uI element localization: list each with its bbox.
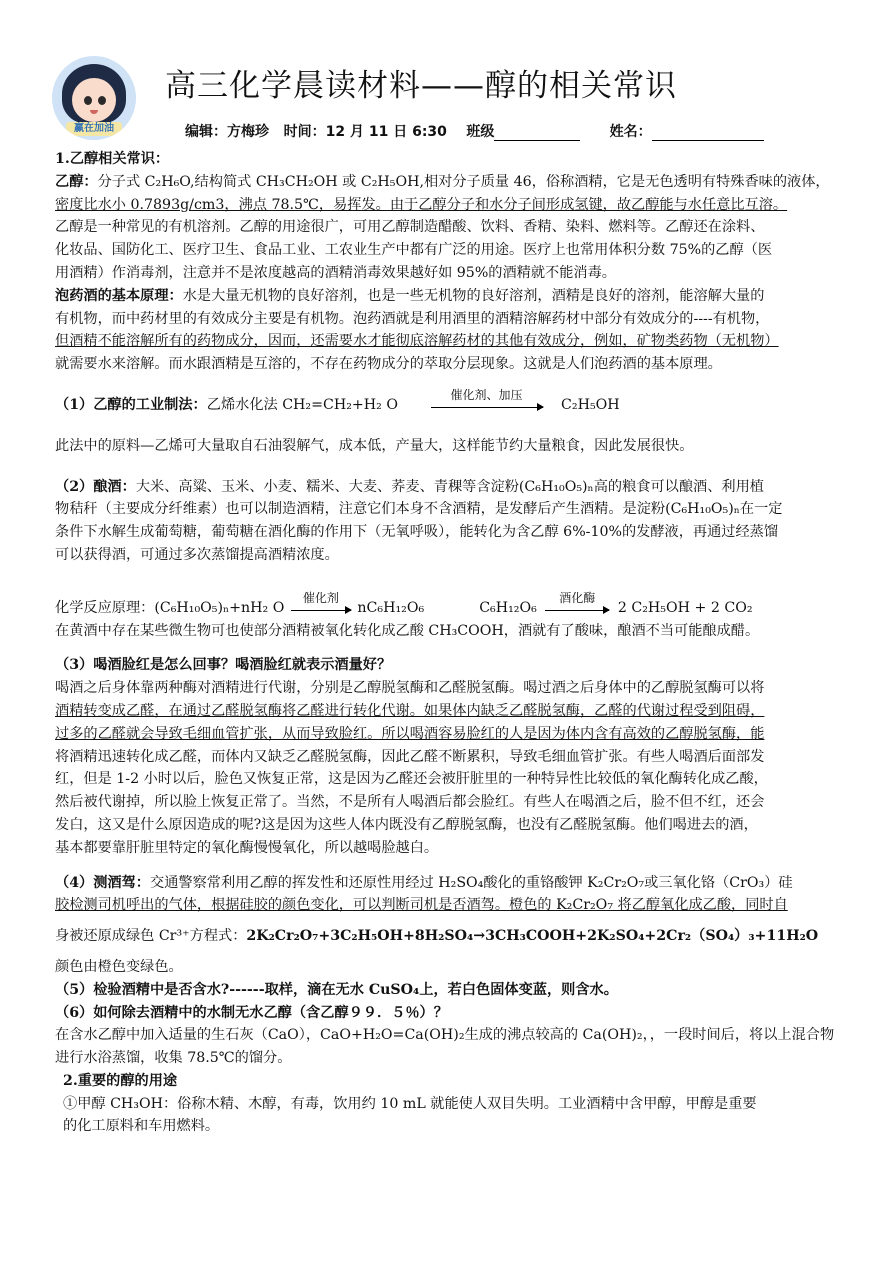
equation-right: nC₆H₁₂O₆ (357, 599, 425, 616)
paragraph-line: 可以获得酒，可通过多次蒸馏提高酒精浓度。 (55, 546, 339, 563)
paragraph-line: 的化工原料和车用燃料。 (63, 1118, 220, 1135)
equation-line (55, 925, 840, 948)
logo-face (72, 78, 116, 122)
line-text: 水是大量无机物的良好溶剂，也是一些无机物的良好溶剂，酒精是良好的溶剂，能溶解大量的 (182, 287, 765, 304)
arrow-label: 酒化酶 (559, 591, 596, 606)
paragraph-line: 用酒精）作消毒剂，注意并不是浓度越高的酒精消毒效果越好如 95%的酒精就不能消毒。 (55, 264, 616, 281)
line-text: 大米、高粱、玉米、小麦、糯米、大麦、荞麦、青稞等含淀粉(C₆H₁₀O₅)ₙ高的粮食可以酿酒、利用植 (135, 478, 764, 495)
paragraph-line: 在含水乙醇中加入适量的生石灰（CaO），CaO+H₂O=Ca(OH)₂生成的沸点较高的 Ca(OH)₂，，一段时间后，将以上混合物 (55, 1027, 835, 1044)
equation-line (55, 591, 840, 620)
paragraph-line: 基本都要靠肝脏里特定的氧化酶慢慢氧化，所以越喝脸越白。 (55, 839, 439, 856)
term-label: 泡药酒的基本原理： (55, 287, 183, 304)
main-content (55, 148, 840, 1138)
paragraph-line (55, 171, 840, 194)
paragraph-line (55, 872, 840, 895)
paragraph-line (55, 476, 840, 499)
paragraph-line (55, 285, 840, 308)
paragraph-line: 就需要水来溶解。而水跟酒精是互溶的，不存在药物成分的萃取分层现象。这就是人们泡药酒的基本原理。 (55, 356, 722, 373)
paragraph-line: 密度比水小 0.7893g/cm3，沸点 78.5℃，易挥发。由于乙醇分子和水分子间形成氢键，故乙醇能与水任意比互溶。 (55, 196, 788, 213)
header-meta (185, 121, 764, 141)
subsection-heading: （4）测酒驾： (55, 874, 150, 891)
avatar-logo (52, 56, 136, 140)
logo-tag: 赢在加油 (66, 122, 122, 136)
paragraph-line: 过多的乙醛就会导致毛细血管扩张，从而导致脸红。所以喝酒容易脸红的人是因为体内含有高效的乙醇脱氢酶，能 (55, 725, 765, 742)
name-blank (652, 126, 764, 141)
subsection-heading: （3）喝酒脸红是怎么回事？喝酒脸红就表示酒量好？ (55, 657, 392, 674)
equation-line (55, 388, 840, 417)
equation-left: 乙烯水化法 CH₂=CH₂+H₂ O (206, 396, 399, 413)
reaction-arrow (291, 591, 351, 611)
paragraph-line: 化妆品、国防化工、医疗卫生、食品工业、工农业生产中都有广泛的用途。医疗上也常用体积分数 75%的乙醇（医 (55, 242, 773, 259)
reaction-arrow (545, 591, 609, 611)
paragraph-line: 但酒精不能溶解所有的药物成分，因而，还需要水才能彻底溶解药材的其他有效成分，例如，矿物类药物（无机物） (55, 333, 779, 350)
paragraph-line: 在黄酒中存在某些微生物可也使部分酒精被氧化转化成乙酸 CH₃COOH，酒就有了酸味，酿酒不当可能酿成醋。 (55, 622, 760, 639)
paragraph-line: 喝酒之后身体靠两种酶对酒精进行代谢，分别是乙醇脱氢酶和乙醛脱氢酶。喝过酒之后身体中的乙醇脱氢酶可以将 (55, 680, 765, 697)
paragraph-line: ①甲醇 CH₃OH：俗称木精、木醇，有毒，饮用约 10 mL 就能使人双目失明。工业酒精中含甲醇，甲醇是重要 (63, 1095, 757, 1112)
name-label: 姓名： (609, 124, 652, 140)
paragraph-line: 条件下水解生成葡萄糖，葡萄糖在酒化酶的作用下（无氧呼吸），能转化为含乙醇 6%-10%的发酵液，再通过经蒸馏 (55, 524, 779, 541)
logo-eye (98, 96, 106, 105)
paragraph-line: 胶检测司机呼出的气体，根据硅胶的颜色变化，可以判断司机是否酒驾。橙色的 K₂Cr₂O₇ 将乙醇氧化成乙酸，同时自 (55, 897, 788, 914)
term-label: 乙醇： (55, 173, 98, 190)
subsection-heading: （2）酿酒： (55, 478, 136, 495)
subsection-heading: （6）如何除去酒精中的水制无水乙醇（含乙醇９９．５％）？ (55, 1004, 448, 1021)
editor-label: 编辑：方梅珍 (185, 124, 269, 140)
equation-label: 化学反应原理： (55, 599, 155, 616)
paragraph-line: 此法中的原料—乙烯可大量取自石油裂解气，成本低，产量大，这样能节约大量粮食，因此发展很快。 (55, 437, 694, 454)
time-label: 时间：12 月 11 日 6:30 (283, 124, 447, 140)
subsection-heading: （1）乙醇的工业制法： (55, 396, 207, 413)
paragraph-line: 然后被代谢掉，所以脸上恢复正常了。当然，不是所有人喝酒后都会脸红。有些人在喝酒之后，脸不但不红，还会 (55, 794, 765, 811)
arrow-label: 催化剂 (302, 591, 339, 606)
paragraph-line: 有机物，而中药材里的有效成分主要是有机物。泡药酒就是利用酒里的酒精溶解药材中部分有效成分的----有机物， (55, 310, 770, 327)
paragraph-line: 红，但是 1-2 小时以后，脸色又恢复正常，这是因为乙醛还会被肝脏里的一种特异性比较低的氧化酶转化成乙酸， (55, 771, 768, 788)
equation-text: 2K₂Cr₂O₇+3C₂H₅OH+8H₂SO₄→3CH₃COOH+2K₂SO₄+2Cr₂（SO₄）₃+11H₂O (246, 928, 819, 945)
arrow-label: 催化剂、加压 (450, 388, 523, 403)
equation-left: C₆H₁₂O₆ (479, 599, 537, 616)
class-label: 班级 (466, 124, 495, 140)
paragraph-line: 将酒精迅速转化成乙醛，而体内又缺乏乙醛脱氢酶，因此乙醛不断累积，导致毛细血管扩张。有些人喝酒后面部发 (55, 748, 765, 765)
paragraph-line: 乙醇是一种常见的有机溶剂。乙醇的用途很广，可用乙醇制造醋酸、饮料、香精、染料、燃料等。乙醇还在涂料、 (55, 219, 765, 236)
paragraph-line: 酒精转变成乙醛，在通过乙醛脱氢酶将乙醛进行转化代谢。如果体内缺乏乙醛脱氢酶，乙醛的代谢过程受到阻碍， (55, 702, 765, 719)
equation-left: (C₆H₁₀O₅)ₙ+nH₂ O (154, 599, 285, 616)
paragraph-line: 物秸秆（主要成分纤维素）也可以制造酒精，注意它们本身不含酒精，是发酵后产生酒精。是淀粉(C₆H₁₀O₅)ₙ在一定 (55, 501, 783, 518)
line-text: 身被还原成绿色 Cr³⁺方程式： (55, 928, 247, 945)
paragraph-line: 颜色由橙色变绿色。 (55, 958, 183, 975)
line-text: 分子式 C₂H₆O,结构简式 CH₃CH₂OH 或 C₂H₅OH,相对分子质量 46，俗称酒精，它是无色透明有特殊香味的液体， (97, 173, 830, 190)
paragraph-line: 发白，这又是什么原因造成的呢?这是因为这些人体内既没有乙醇脱氢酶，也没有乙醛脱氢酶。他们喝进去的酒， (55, 816, 758, 833)
logo-eye (84, 96, 92, 105)
subsection-heading: （5）检验酒精中是否含水?------取样，滴在无水 CuSO₄上，若白色固体变蓝，则含水。 (55, 981, 618, 998)
class-blank (494, 126, 580, 141)
page-title: 高三化学晨读材料——醇的相关常识 (165, 68, 677, 104)
paragraph-line: 进行水浴蒸馏，收集 78.5℃的馏分。 (55, 1050, 292, 1067)
section-heading: 1.乙醇相关常识： (55, 151, 170, 167)
reaction-arrow (431, 388, 543, 408)
equation-right: C₂H₅OH (561, 396, 620, 413)
line-text: 交通警察常利用乙醇的挥发性和还原性用经过 H₂SO₄酸化的重铬酸钾 K₂Cr₂O₇或三氧化铬（CrO₃）硅 (150, 874, 793, 891)
section-heading: 2.重要的醇的用途 (63, 1072, 178, 1089)
equation-right: 2 C₂H₅OH + 2 CO₂ (617, 599, 753, 616)
